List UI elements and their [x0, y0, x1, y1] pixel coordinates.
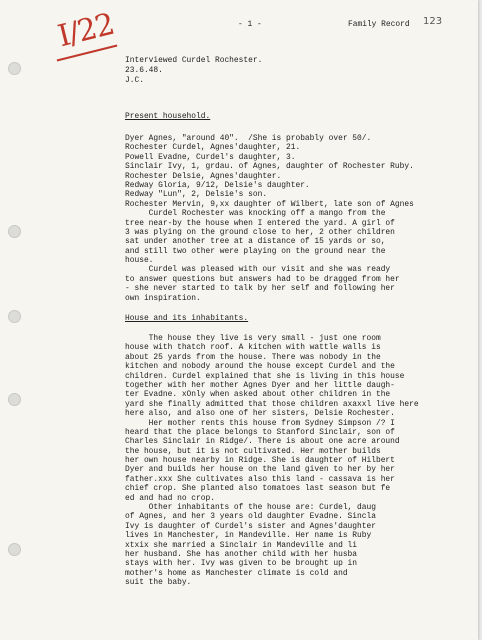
narrative-line: own inspiration.	[125, 293, 201, 303]
punch-hole	[8, 393, 21, 406]
paragraph-line: her husband. She has another child with her husba	[125, 549, 358, 559]
section-heading-household: Present household.	[125, 112, 211, 121]
paragraph-line: here also, and also one of her sisters, Delsie Rochester.	[125, 409, 395, 419]
narrative-line: - she never started to talk by her self and following her	[125, 284, 395, 294]
handwritten-mark: I/22	[54, 6, 118, 55]
narrative-line: tree near-by the house when I entered the yard. A girl of	[125, 218, 395, 228]
paragraph-line: The house they live is very small - just one room	[125, 334, 381, 343]
narrative-line: to answer questions but answers had to be dragged from her	[125, 274, 400, 284]
paragraph-line: Ivy is daughter of Curdel's sister and Agnes'daughter	[125, 521, 376, 531]
narrative-line: Curdel was pleased with our visit and she was ready	[125, 265, 391, 275]
household-member: Redway "Lun", 2, Delsie's son.	[125, 190, 268, 200]
paragraph-line: house with thatch roof. A kitchen with wattle walls is	[125, 343, 381, 353]
interview-line: Interviewed Curdel Rochester.	[125, 56, 263, 65]
household-member: Powell Evadne, Curdel's daughter, 3.	[125, 152, 296, 162]
paragraph-line: children. Curdel explained that she is living in this house	[125, 371, 405, 381]
household-member: Rochester Mervin, 9,xx daughter of Wilbert, late son of Agnes	[125, 199, 414, 209]
narrative-line: sat under another tree at a distance of 15 yards or so,	[125, 237, 386, 247]
paragraph-line: kitchen and nobody around the house except Curdel and the	[125, 362, 395, 372]
paragraph-line: together with her mother Agnes Dyer and her little daugh-	[125, 380, 395, 390]
narrative-line: Curdel Rochester was knocking off a mango from the	[125, 209, 386, 219]
paragraph-line: Dyer and builds her house on the land given to her by her	[125, 465, 395, 475]
punch-hole	[8, 225, 21, 238]
household-member: Sinclair Ivy, 1, grdau. of Agnes, daughter of Rochester Ruby.	[125, 162, 414, 172]
paragraph-line: ter Evadne. xOnly when asked about other children in the	[125, 390, 391, 400]
paragraph-line: about 25 yards from the house. There was nobody in the	[125, 352, 381, 362]
paragraph-line: lives in Manchester, in Mandeville. Her name is Ruby	[125, 531, 372, 541]
paragraph-line: her own house nearby in Ridge. She is daughter of Hilbert	[125, 456, 395, 466]
paragraph-line: ed and had no crop.	[125, 493, 215, 503]
paragraph-line: heard that the place belongs to Stanford Sinclair, son of	[125, 427, 395, 437]
interviewer-initials: J.C.	[125, 76, 144, 85]
household-member: Rochester Delsie, Agnes'daughter.	[125, 171, 282, 181]
paragraph-line: Her mother rents this house from Sydney Simpson /? I	[125, 418, 395, 428]
punch-hole	[8, 310, 21, 323]
paragraph-line: xtxix she married a Sinclair in Mandeville and li	[125, 540, 358, 550]
narrative-line: house.	[125, 256, 154, 266]
section-heading-house: House and its inhabitants.	[125, 314, 249, 323]
page-number: - 1 -	[238, 20, 262, 29]
paragraph-line: Charles Sinclair in Ridge/. There is about one acre around	[125, 437, 400, 447]
paragraph-line: the house, but it is not cultivated. Her mother builds	[125, 446, 381, 456]
paragraph-line: stays with her. Ivy was given to be brought up in	[125, 559, 358, 569]
house-paragraph	[125, 334, 470, 588]
paragraph-line: mother's home as Manchester climate is cold and	[125, 568, 348, 578]
paragraph-line: suit the baby.	[125, 578, 192, 588]
household-member: Rochester Curdel, Agnes'daughter, 21.	[125, 143, 301, 153]
household-member: Dyer Agnes, "around 40". /She is probably over 50/.	[125, 134, 372, 143]
household-member: Redway Gloria, 9/12, Delsie's daughter.	[125, 180, 310, 190]
narrative-line: 3 was plying on the ground close to her, 2 other children	[125, 227, 395, 237]
punch-hole	[8, 543, 21, 556]
interview-date: 23.6.48.	[125, 66, 163, 75]
paragraph-line: yard she finally admitted that those children axaxxl live here	[125, 399, 419, 409]
paragraph-line: Other inhabitants of the house are: Curdel, daug	[125, 503, 376, 513]
punch-hole	[8, 62, 21, 75]
paragraph-line: father.xxx She cultivates also this land - cassava is her	[125, 474, 395, 484]
narrative-line: and still two other were playing on the ground near the	[125, 246, 386, 256]
record-number: 123	[423, 16, 443, 27]
paragraph-line: of Agnes, and her 3 years old daughter Evadne. Sincla	[125, 512, 376, 522]
paragraph-line: chief crop. She planted also tomatoes last season but fe	[125, 484, 391, 494]
household-list	[125, 134, 470, 303]
document-title: Family Record	[348, 20, 410, 29]
